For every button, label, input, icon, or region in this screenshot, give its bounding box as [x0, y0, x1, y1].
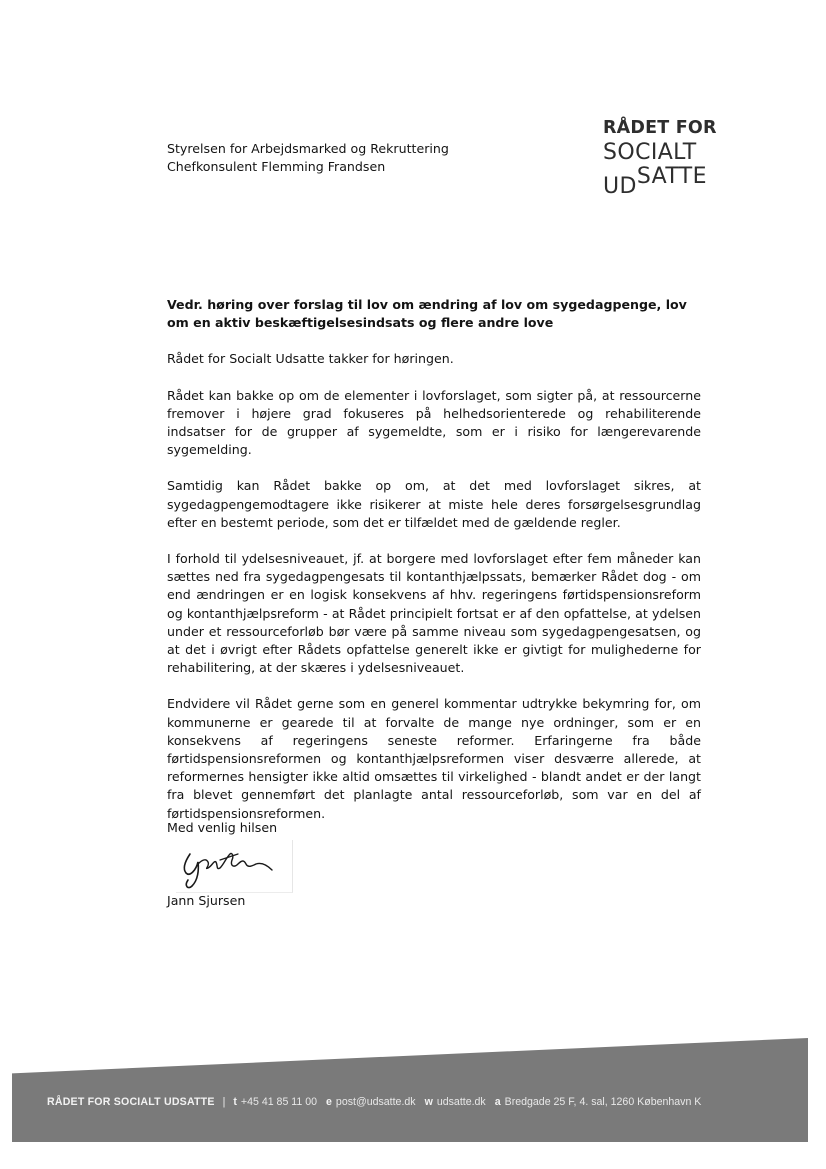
- letter-body: [167, 296, 701, 841]
- signer-name: Jann Sjursen: [167, 893, 246, 908]
- footer-phone-key: t: [233, 1096, 237, 1108]
- closing-greeting: Med venlig hilsen: [167, 820, 278, 835]
- paragraph-1: Rådet for Socialt Udsatte takker for høringen.: [167, 351, 454, 367]
- paragraph-3: Samtidig kan Rådet bakke op om, at det med lovforslaget sikres, at sygedagpengemodtagere ikke risikerer at miste hele deres forsørgelsesgrundlag efter en bestemt periode, som det er tilfældet med de gældende regler.: [167, 478, 701, 530]
- recipient-address: [167, 140, 449, 176]
- footer-separator: |: [222, 1096, 226, 1108]
- signature-icon: [176, 840, 292, 892]
- paragraph-4: I forhold til ydelsesniveauet, jf. at borgere med lovforslaget efter fem måneder kan sættes ned fra sygedagpengesats til kontanthjælpssats, bemærker Rådet dog - om end ændringen er en logisk konsekvens af hhv. regeringens førtidspensionsreform og kontanthjælpsreform - at Rådet principielt fortsat er af den opfattelse, at ydelsen under et ressourceforløb bør være på samme niveau som sygedagpengesatsen, og at det i øvrigt efter Rådets opfattelse generelt ikke er givtigt for mulighederne for rehabilitering, at der skæres i ydelsesniveauet.: [167, 551, 701, 676]
- footer-email-key: e: [326, 1096, 332, 1108]
- logo-line-1: RÅDET FOR: [603, 118, 717, 138]
- footer-banner: [12, 1038, 808, 1142]
- paragraph-5: Endvidere vil Rådet gerne som en generel kommentar udtrykke bekymring for, om kommunerne er gearede til at forvalte de mange nye ordninger, som er en konsekvens af regeringens seneste reformer. Erfaringerne fra både førtidspensionsreformen og kontanthjælpsreformen viser desværre allerede, at reformernes hensigter ikke altid omsættes til virkelighed - blandt andet er der langt fra blevet gennemført det planlagte antal ressourceforløb, som var en del af førtidspensionsreformen.: [167, 696, 701, 821]
- recipient-organization: Styrelsen for Arbejdsmarked og Rekruttering: [167, 141, 449, 156]
- footer-phone: +45 41 85 11 00: [240, 1096, 318, 1108]
- footer-website: udsatte.dk: [436, 1096, 486, 1108]
- paragraph-2: Rådet kan bakke op om de elementer i lovforslaget, som sigter på, at ressourcerne fremover i højere grad fokuseres på helhedsorienterede og rehabiliterende indsatser for de grupper af sygemeldte, som er i risiko for længerevarende sygemelding.: [167, 387, 701, 458]
- footer-address: Bredgade 25 F, 4. sal, 1260 København K: [504, 1096, 702, 1108]
- handwritten-signature: [176, 840, 293, 893]
- logo-line-3: [603, 164, 717, 199]
- footer-web-key: w: [424, 1096, 433, 1108]
- logo-ud: UD: [603, 174, 637, 199]
- footer-address-key: a: [494, 1096, 501, 1108]
- footer-contact: [47, 1096, 710, 1108]
- footer-organization: RÅDET FOR SOCIALT UDSATTE: [47, 1096, 215, 1108]
- footer-email: post@udsatte.dk: [335, 1096, 416, 1108]
- logo-satte: SATTE: [636, 164, 707, 189]
- logo-line-2: SOCIALT: [603, 140, 697, 165]
- letter-subject: Vedr. høring over forslag til lov om ændring af lov om sygedagpenge, lov om en aktiv beskæftigelsesindsats og flere andre love: [167, 297, 687, 331]
- recipient-person: Chefkonsulent Flemming Frandsen: [167, 159, 386, 174]
- organization-logo: [603, 118, 717, 199]
